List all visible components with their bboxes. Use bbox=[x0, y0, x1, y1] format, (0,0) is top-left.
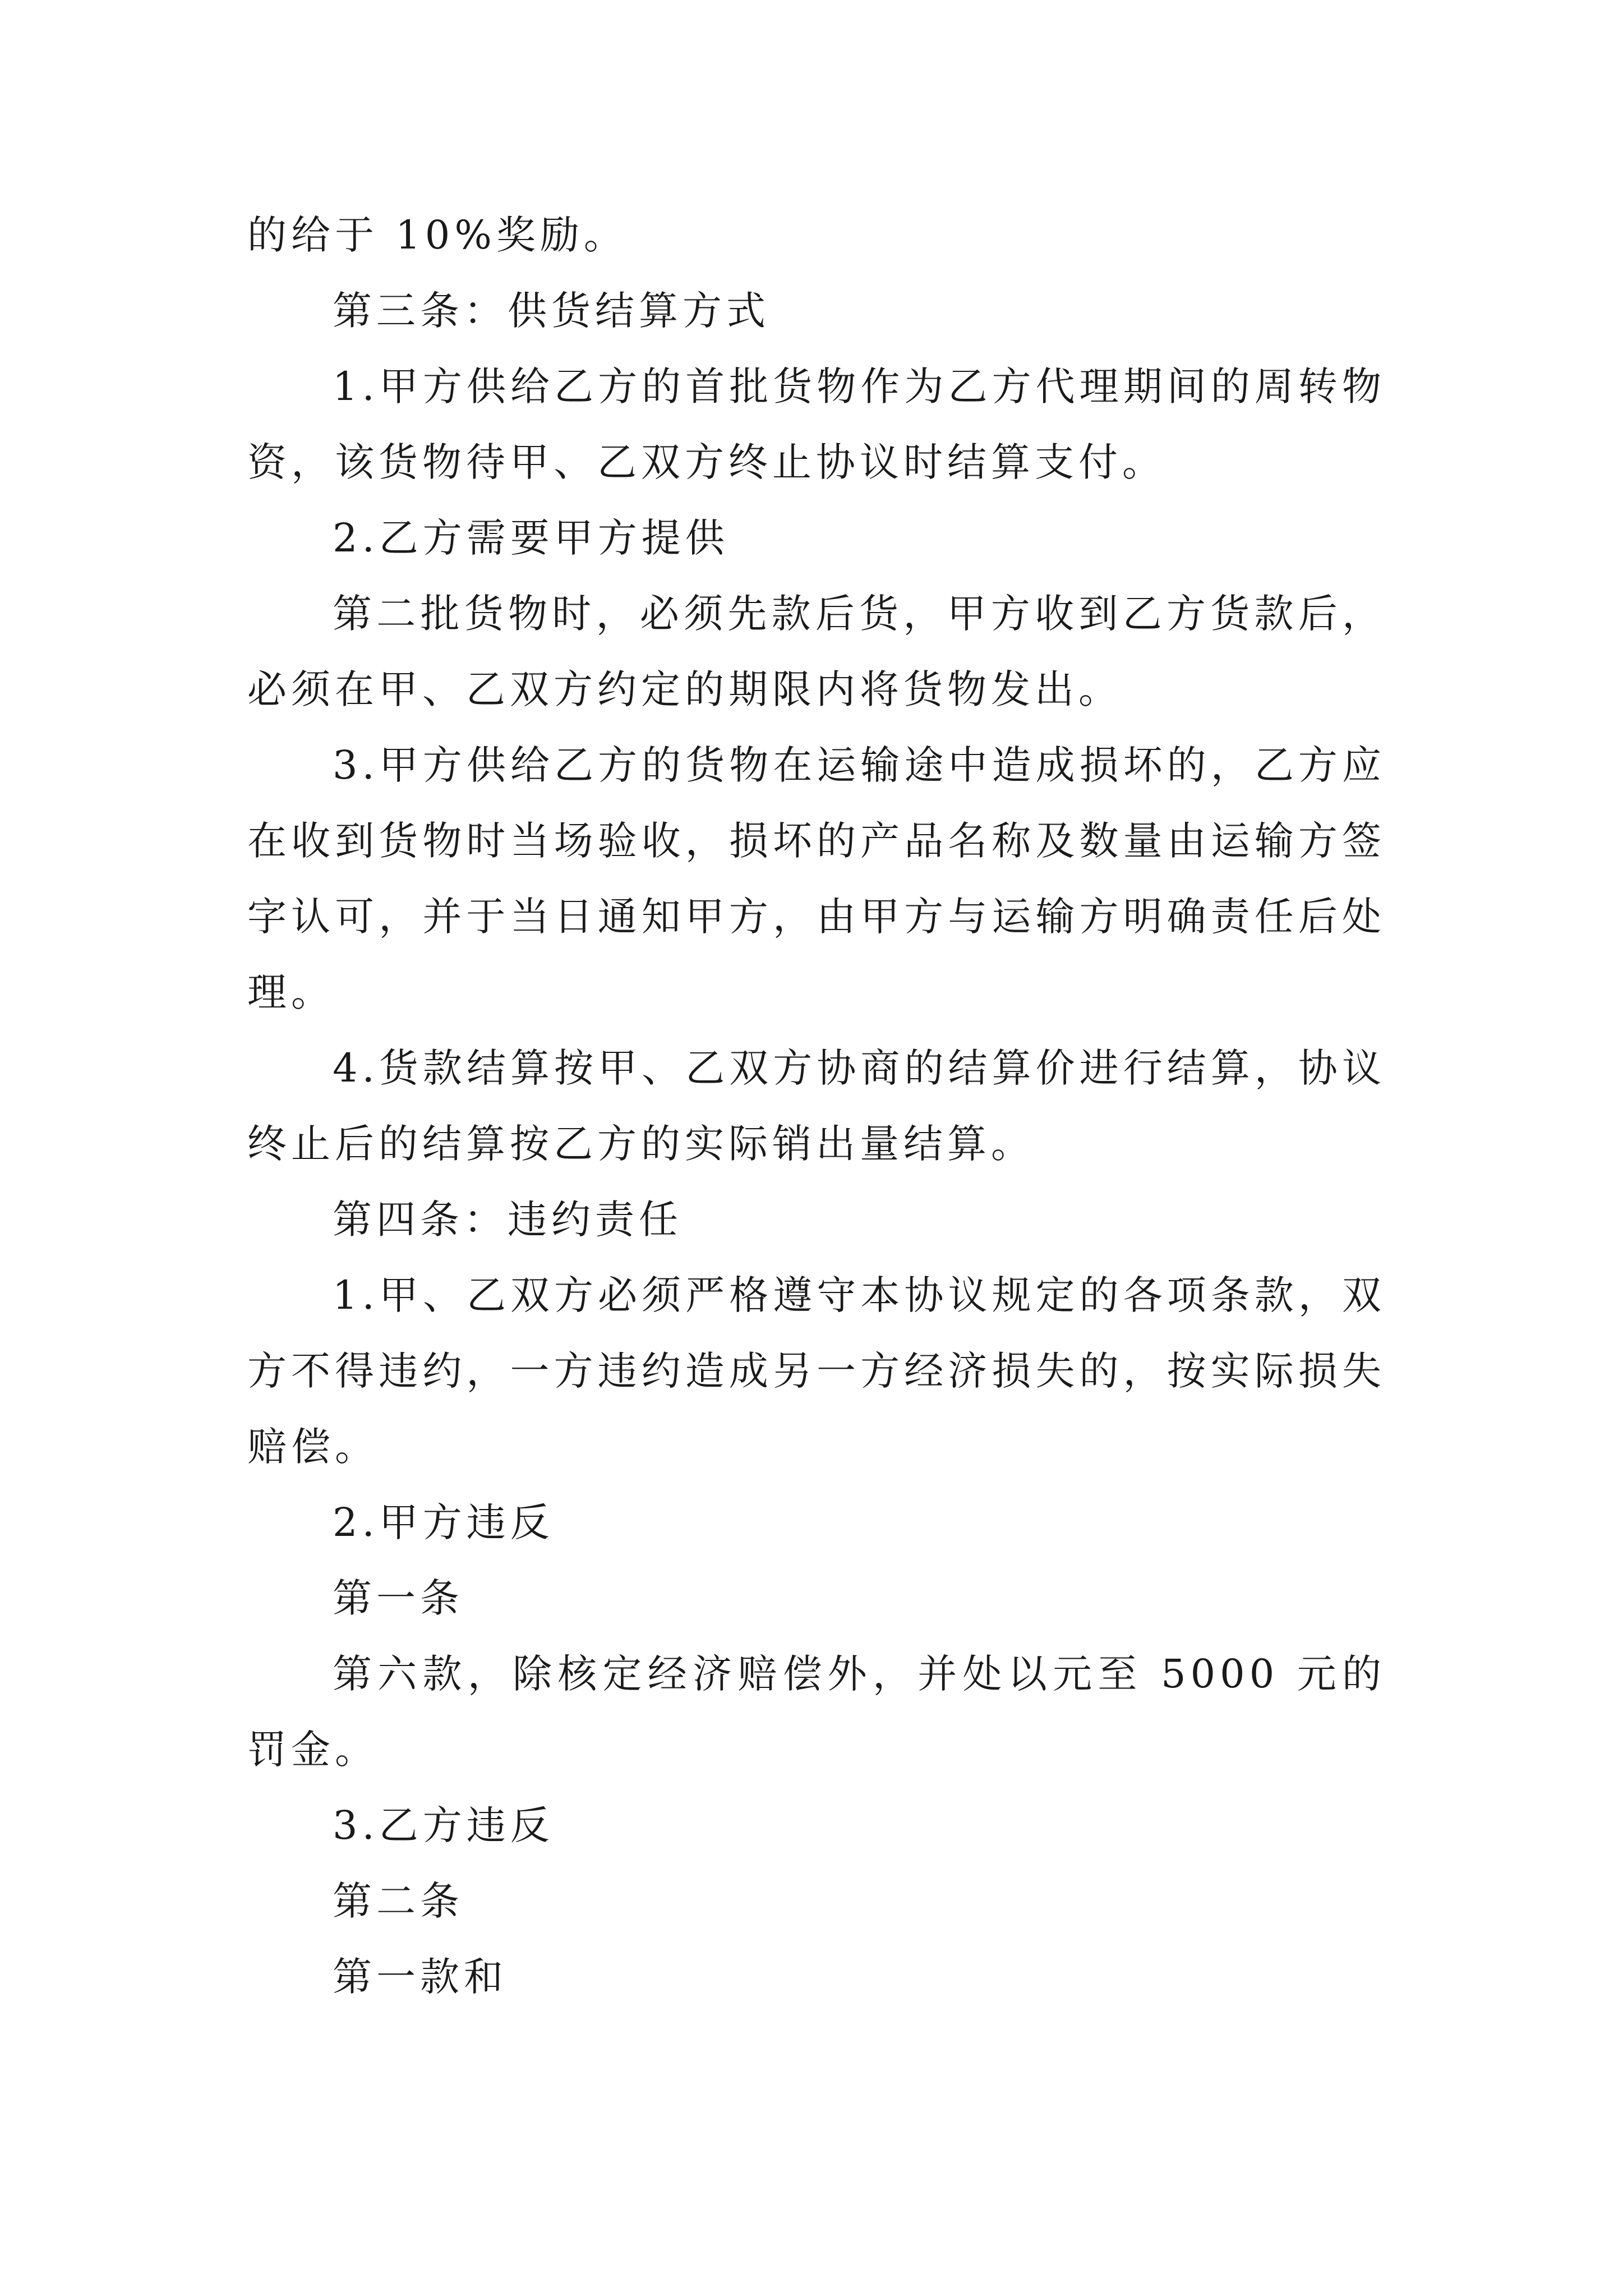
paragraph-3: 1.甲方供给乙方的首批货物作为乙方代理期间的周转物资，该货物待甲、乙双方终止协议时结算支付。 bbox=[247, 364, 1386, 485]
section-heading-article-3: 第三条：供货结算方式 bbox=[333, 288, 770, 334]
paragraph-4: 2.乙方需要甲方提供 bbox=[333, 515, 729, 561]
paragraph-15: 第一款和 bbox=[333, 1954, 508, 2000]
paragraph-9: 1.甲、乙双方必须严格遵守本协议规定的各项条款，双方不得违约，一方违约造成另一方经济损失的，按实际损失赔偿。 bbox=[247, 1272, 1386, 1470]
paragraph-10: 2.甲方违反 bbox=[333, 1499, 554, 1545]
paragraph-7: 4.货款结算按甲、乙双方协商的结算价进行结算，协议终止后的结算按乙方的实际销出量结算。 bbox=[247, 1045, 1386, 1167]
paragraph-11: 第一条 bbox=[333, 1575, 464, 1621]
section-heading-article-4: 第四条：违约责任 bbox=[333, 1197, 683, 1243]
paragraph-13: 3.乙方违反 bbox=[333, 1802, 554, 1848]
paragraph-14: 第二条 bbox=[333, 1878, 464, 1924]
paragraph-12: 第六款，除核定经济赔偿外，并处以元至 5000 元的罚金。 bbox=[247, 1651, 1386, 1773]
paragraph-1: 的给于 10%奖励。 bbox=[247, 212, 628, 258]
paragraph-5: 第二批货物时，必须先款后货，甲方收到乙方货款后，必须在甲、乙双方约定的期限内将货物发出。 bbox=[247, 591, 1386, 712]
paragraph-6: 3.甲方供给乙方的货物在运输途中造成损坏的，乙方应在收到货物时当场验收，损坏的产品名称及数量由运输方签字认可，并于当日通知甲方，由甲方与运输方明确责任后处理。 bbox=[247, 742, 1386, 1015]
document-body bbox=[247, 197, 1386, 2015]
